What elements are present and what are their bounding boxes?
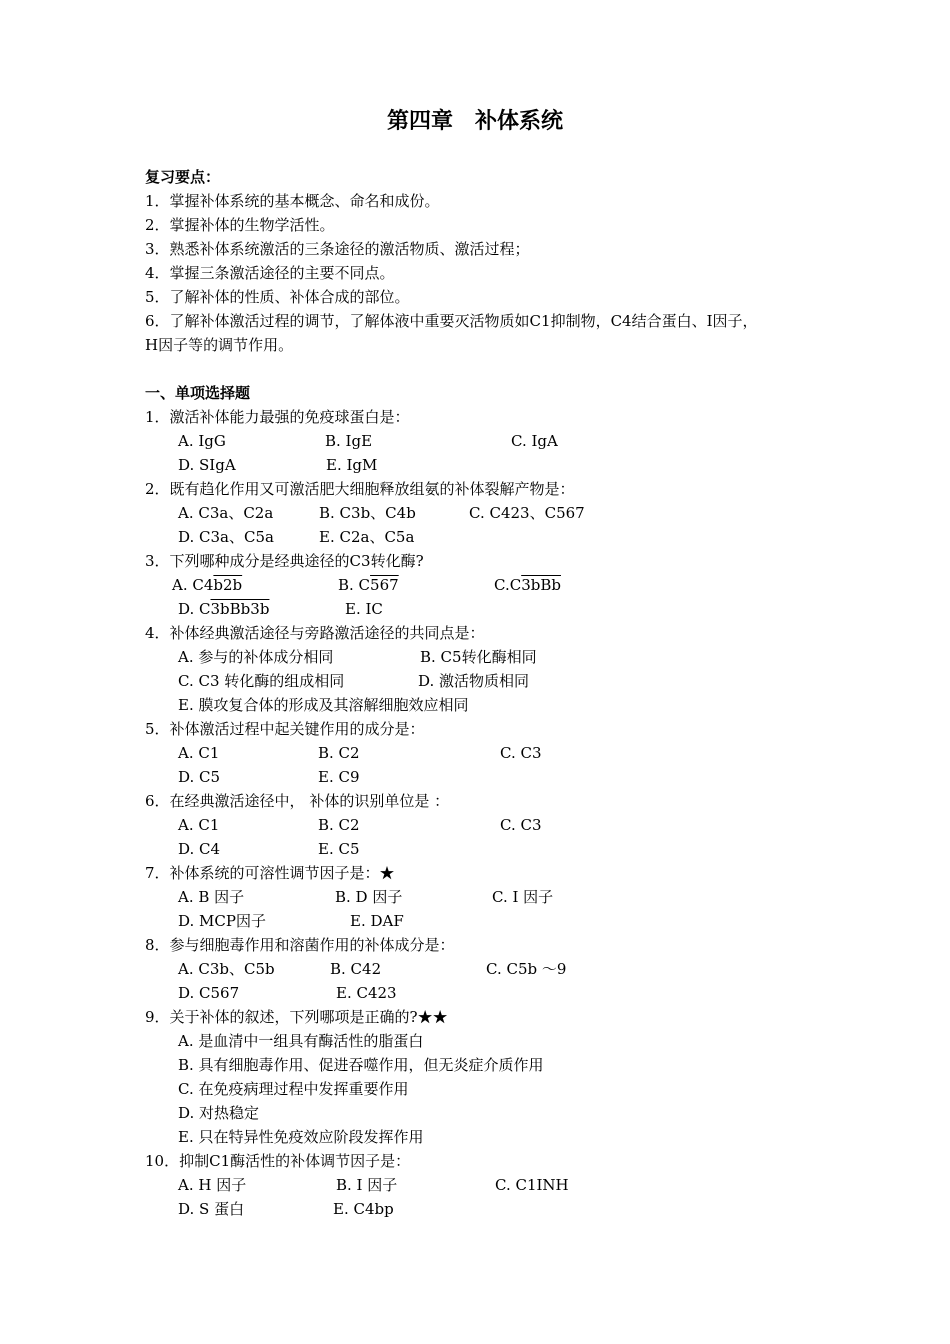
option-a: A. 是血清中一组具有酶活性的脂蛋白 bbox=[178, 1032, 424, 1050]
option-d: D. C567 bbox=[178, 984, 240, 1002]
option-e: E. C5 bbox=[318, 840, 360, 858]
review-item: H因子等的调节作用。 bbox=[145, 336, 294, 354]
option-d: D. MCP因子 bbox=[178, 912, 266, 930]
section-heading: 一、单项选择题 bbox=[145, 384, 251, 402]
option-c: C. C423、C567 bbox=[469, 504, 585, 522]
question-stem: 4．补体经典激活途径与旁路激活途径的共同点是： bbox=[145, 624, 485, 642]
option-e: E. C423 bbox=[336, 984, 397, 1002]
question-stem: 8．参与细胞毒作用和溶菌作用的补体成分是： bbox=[145, 936, 455, 954]
page-title: 第四章 补体系统 bbox=[386, 109, 563, 134]
option-d: D. 对热稳定 bbox=[178, 1104, 260, 1122]
option-b: B. C42 bbox=[330, 960, 382, 978]
option-d: D. C3bBb3b bbox=[178, 600, 270, 618]
option-d: D. S 蛋白 bbox=[178, 1200, 245, 1218]
review-item: 5．了解补体的性质、补体合成的部位。 bbox=[145, 288, 410, 306]
option-d: D. C5 bbox=[178, 768, 221, 786]
option-d: D. 激活物质相同 bbox=[418, 672, 530, 690]
option-b: B. 具有细胞毒作用、促进吞噬作用，但无炎症介质作用 bbox=[178, 1056, 544, 1074]
option-b: B. C5转化酶相同 bbox=[420, 648, 537, 666]
option-c: C. 在免疫病理过程中发挥重要作用 bbox=[178, 1080, 409, 1098]
option-d: D. C4 bbox=[178, 840, 221, 858]
option-a: A. C1 bbox=[178, 744, 220, 762]
question-stem: 10．抑制C1酶活性的补体调节因子是： bbox=[145, 1152, 411, 1170]
question-stem: 2．既有趋化作用又可激活肥大细胞释放组氨的补体裂解产物是： bbox=[145, 480, 575, 498]
option-c: C. C3 bbox=[500, 744, 542, 762]
option-b: B. C2 bbox=[318, 744, 360, 762]
option-b: B. D 因子 bbox=[335, 888, 403, 906]
option-a: A. C4b2b bbox=[172, 576, 243, 594]
option-e: E. C4bp bbox=[333, 1200, 394, 1218]
option-a: A. H 因子 bbox=[178, 1176, 247, 1194]
option-a: A. C3b、C5b bbox=[178, 960, 275, 978]
option-e: E. IgM bbox=[326, 456, 378, 474]
question-stem: 1．激活补体能力最强的免疫球蛋白是： bbox=[145, 408, 410, 426]
option-c: C. C3 转化酶的组成相同 bbox=[178, 672, 345, 690]
question-stem: 9．关于补体的叙述，下列哪项是正确的?★★ bbox=[145, 1008, 448, 1026]
review-item: 1．掌握补体系统的基本概念、命名和成份。 bbox=[145, 192, 440, 210]
option-c: C. IgA bbox=[511, 432, 558, 450]
option-b: B. C2 bbox=[318, 816, 360, 834]
review-item: 6．了解补体激活过程的调节，了解体液中重要灭活物质如C1抑制物，C4结合蛋白、I因子， bbox=[145, 312, 758, 330]
option-a: A. IgG bbox=[178, 432, 226, 450]
option-e: E. DAF bbox=[350, 912, 404, 930]
review-item: 3．熟悉补体系统激活的三条途径的激活物质、激活过程； bbox=[145, 240, 530, 258]
option-d: D. SIgA bbox=[178, 456, 236, 474]
option-c: C. C5b ～9 bbox=[486, 960, 567, 978]
question-stem: 3．下列哪种成分是经典途径的C3转化酶? bbox=[145, 552, 424, 570]
review-item: 4．掌握三条激活途径的主要不同点。 bbox=[145, 264, 395, 282]
question-stem: 5．补体激活过程中起关键作用的成分是： bbox=[145, 720, 425, 738]
option-e: E. 膜攻复合体的形成及其溶解细胞效应相同 bbox=[178, 696, 469, 714]
option-b: B. I 因子 bbox=[336, 1176, 398, 1194]
option-c: C. C3 bbox=[500, 816, 542, 834]
option-a: A. C3a、C2a bbox=[178, 504, 274, 522]
review-heading: 复习要点： bbox=[145, 168, 221, 186]
option-e: E. IC bbox=[345, 600, 383, 618]
question-stem: 7．补体系统的可溶性调节因子是：★ bbox=[145, 864, 395, 882]
option-b: B. C567 bbox=[338, 576, 399, 594]
question-stem: 6．在经典激活途径中， 补体的识别单位是 ： bbox=[145, 792, 450, 810]
option-e: E. C2a、C5a bbox=[319, 528, 415, 546]
option-c: C.C3bBb bbox=[494, 576, 561, 594]
review-item: 2．掌握补体的生物学活性。 bbox=[145, 216, 335, 234]
option-b: B. C3b、C4b bbox=[319, 504, 416, 522]
option-e: E. 只在特异性免疫效应阶段发挥作用 bbox=[178, 1128, 424, 1146]
option-c: C. C1INH bbox=[495, 1176, 569, 1194]
option-c: C. I 因子 bbox=[492, 888, 554, 906]
option-a: A. B 因子 bbox=[178, 888, 245, 906]
option-e: E. C9 bbox=[318, 768, 360, 786]
option-a: A. C1 bbox=[178, 816, 220, 834]
option-b: B. IgE bbox=[325, 432, 373, 450]
option-a: A. 参与的补体成分相同 bbox=[178, 648, 334, 666]
option-d: D. C3a、C5a bbox=[178, 528, 274, 546]
